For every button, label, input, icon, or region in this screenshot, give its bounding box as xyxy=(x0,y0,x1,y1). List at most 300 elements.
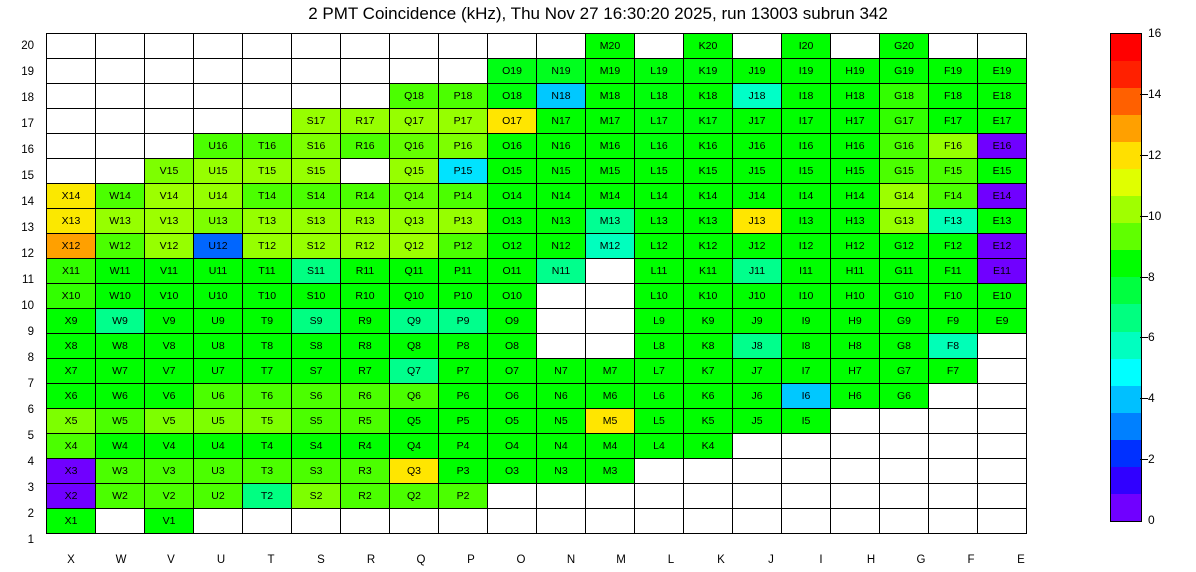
heatmap-cell: G16 xyxy=(880,134,929,159)
heatmap-cell: U12 xyxy=(194,234,243,259)
heatmap-cell-empty xyxy=(341,159,390,184)
heatmap-cell: U6 xyxy=(194,384,243,409)
heatmap-cell: K10 xyxy=(684,284,733,309)
heatmap-cell: I18 xyxy=(782,84,831,109)
x-tick-label: R xyxy=(366,554,376,566)
heatmap-cell: O9 xyxy=(488,309,537,334)
heatmap-cell: P17 xyxy=(439,109,488,134)
heatmap-cell: O14 xyxy=(488,184,537,209)
heatmap-cell: X13 xyxy=(47,209,96,234)
heatmap-cell-empty xyxy=(341,84,390,109)
heatmap-cell: U13 xyxy=(194,209,243,234)
heatmap-cell-empty xyxy=(929,34,978,59)
heatmap-cell: L6 xyxy=(635,384,684,409)
colorbar-tick-label: 0 xyxy=(1148,513,1155,527)
heatmap-cell-empty xyxy=(243,34,292,59)
colorbar-segment xyxy=(1111,359,1141,386)
heatmap-cell: K16 xyxy=(684,134,733,159)
heatmap-cell: M14 xyxy=(586,184,635,209)
colorbar-segment xyxy=(1111,88,1141,115)
heatmap-cell: R16 xyxy=(341,134,390,159)
heatmap-cell: O3 xyxy=(488,459,537,484)
heatmap-cell: H10 xyxy=(831,284,880,309)
heatmap-cell-empty xyxy=(390,509,439,534)
heatmap-cell-empty xyxy=(292,34,341,59)
heatmap-cell: Q6 xyxy=(390,384,439,409)
table-row xyxy=(47,234,1027,259)
heatmap-cell: I8 xyxy=(782,334,831,359)
heatmap-cell: N6 xyxy=(537,384,586,409)
x-tick-label: Q xyxy=(416,554,426,566)
x-tick-label: F xyxy=(967,554,975,566)
heatmap-cell-empty xyxy=(488,509,537,534)
heatmap-cell: K7 xyxy=(684,359,733,384)
heatmap-cell: Q8 xyxy=(390,334,439,359)
heatmap-cell-empty xyxy=(978,484,1027,509)
heatmap-cell: P6 xyxy=(439,384,488,409)
heatmap-cell-empty xyxy=(733,509,782,534)
heatmap-cell-empty xyxy=(586,309,635,334)
heatmap-cell-empty xyxy=(978,384,1027,409)
heatmap-cell-empty xyxy=(96,34,145,59)
heatmap-cell: V5 xyxy=(145,409,194,434)
heatmap-cell: X3 xyxy=(47,459,96,484)
heatmap-cell: T5 xyxy=(243,409,292,434)
table-row xyxy=(47,34,1027,59)
y-tick-label: 11 xyxy=(22,274,34,286)
heatmap-cell: U16 xyxy=(194,134,243,159)
heatmap-cell: G12 xyxy=(880,234,929,259)
heatmap-cell-empty xyxy=(978,459,1027,484)
heatmap-cell: E17 xyxy=(978,109,1027,134)
heatmap-cell: F11 xyxy=(929,259,978,284)
heatmap-cell: X11 xyxy=(47,259,96,284)
heatmap-cell: K5 xyxy=(684,409,733,434)
heatmap-cell: N18 xyxy=(537,84,586,109)
heatmap-cell: Q13 xyxy=(390,209,439,234)
heatmap-cell: N12 xyxy=(537,234,586,259)
heatmap-cell: I9 xyxy=(782,309,831,334)
heatmap-cell: M4 xyxy=(586,434,635,459)
heatmap-cell: N3 xyxy=(537,459,586,484)
heatmap-cell-empty xyxy=(684,484,733,509)
colorbar xyxy=(1110,33,1142,522)
heatmap-cell-empty xyxy=(243,84,292,109)
heatmap-cell: X2 xyxy=(47,484,96,509)
y-tick-label: 19 xyxy=(21,66,34,78)
heatmap-cell-empty xyxy=(96,134,145,159)
colorbar-tick-label: 2 xyxy=(1148,452,1155,467)
heatmap-cell: R6 xyxy=(341,384,390,409)
heatmap-cell: L7 xyxy=(635,359,684,384)
y-tick-label: 5 xyxy=(27,430,34,442)
heatmap-cell: J15 xyxy=(733,159,782,184)
heatmap-cell: R4 xyxy=(341,434,390,459)
colorbar-tick-mark xyxy=(1140,94,1148,95)
x-tick-label: W xyxy=(115,554,127,566)
heatmap-cell: K19 xyxy=(684,59,733,84)
heatmap-cell-empty xyxy=(880,459,929,484)
table-row xyxy=(47,434,1027,459)
heatmap-cell-empty xyxy=(537,34,586,59)
heatmap-cell-empty xyxy=(929,384,978,409)
heatmap-cell: U7 xyxy=(194,359,243,384)
heatmap-cell: V7 xyxy=(145,359,194,384)
colorbar-tick-mark xyxy=(1140,155,1148,156)
heatmap-cell: O17 xyxy=(488,109,537,134)
heatmap-cell: P2 xyxy=(439,484,488,509)
heatmap-cell-empty xyxy=(292,59,341,84)
colorbar-tick-mark xyxy=(1140,216,1148,217)
heatmap-cell-empty xyxy=(96,59,145,84)
table-row xyxy=(47,209,1027,234)
heatmap-cell: U9 xyxy=(194,309,243,334)
heatmap-cell: W8 xyxy=(96,334,145,359)
heatmap-cell: S7 xyxy=(292,359,341,384)
heatmap-cell: J18 xyxy=(733,84,782,109)
heatmap-cell: J10 xyxy=(733,284,782,309)
colorbar-segment xyxy=(1111,250,1141,277)
heatmap-cell-empty xyxy=(978,359,1027,384)
y-tick-label: 14 xyxy=(21,196,34,208)
heatmap-cell-empty xyxy=(782,509,831,534)
heatmap-cell: E19 xyxy=(978,59,1027,84)
colorbar-segment xyxy=(1111,467,1141,494)
colorbar-segment xyxy=(1111,61,1141,88)
heatmap-cell-empty xyxy=(488,484,537,509)
heatmap-cell: W13 xyxy=(96,209,145,234)
heatmap-cell: X7 xyxy=(47,359,96,384)
heatmap-cell: O18 xyxy=(488,84,537,109)
heatmap-cell: P4 xyxy=(439,434,488,459)
heatmap-cell: W5 xyxy=(96,409,145,434)
heatmap-cell-empty xyxy=(194,109,243,134)
heatmap-cell: U2 xyxy=(194,484,243,509)
heatmap-cell: U14 xyxy=(194,184,243,209)
heatmap-cell: U5 xyxy=(194,409,243,434)
page-title: 2 PMT Coincidence (kHz), Thu Nov 27 16:30:20 2025, run 13003 subrun 342 xyxy=(308,4,888,23)
heatmap-cell: O10 xyxy=(488,284,537,309)
heatmap-cell: K20 xyxy=(684,34,733,59)
heatmap-cell: T7 xyxy=(243,359,292,384)
heatmap-cell: S14 xyxy=(292,184,341,209)
heatmap-cell: O7 xyxy=(488,359,537,384)
heatmap-cell: P3 xyxy=(439,459,488,484)
y-tick-label: 3 xyxy=(27,482,34,494)
heatmap-cell: F13 xyxy=(929,209,978,234)
heatmap-cell: N15 xyxy=(537,159,586,184)
heatmap-cell: G13 xyxy=(880,209,929,234)
heatmap-cell: L5 xyxy=(635,409,684,434)
heatmap-cell: K9 xyxy=(684,309,733,334)
heatmap-cell: I20 xyxy=(782,34,831,59)
heatmap-cell: S2 xyxy=(292,484,341,509)
heatmap-cell-empty xyxy=(978,409,1027,434)
heatmap-cell: V13 xyxy=(145,209,194,234)
colorbar-tick-mark xyxy=(1140,398,1148,399)
heatmap-cell: J16 xyxy=(733,134,782,159)
heatmap-cell-empty xyxy=(537,309,586,334)
heatmap-cell: T9 xyxy=(243,309,292,334)
heatmap-cell: J17 xyxy=(733,109,782,134)
heatmap-cell: S13 xyxy=(292,209,341,234)
colorbar-tick-label: 8 xyxy=(1148,269,1155,284)
heatmap-grid xyxy=(46,33,1027,534)
heatmap-cell: S8 xyxy=(292,334,341,359)
y-tick-label: 1 xyxy=(27,534,34,546)
heatmap-cell: P7 xyxy=(439,359,488,384)
heatmap-cell-empty xyxy=(145,59,194,84)
y-tick-label: 16 xyxy=(21,144,34,156)
heatmap-cell: F14 xyxy=(929,184,978,209)
heatmap-cell: J9 xyxy=(733,309,782,334)
heatmap-cell: U3 xyxy=(194,459,243,484)
heatmap-cell-empty xyxy=(929,509,978,534)
heatmap-cell: E9 xyxy=(978,309,1027,334)
heatmap-cell: X4 xyxy=(47,434,96,459)
heatmap-cell-empty xyxy=(390,34,439,59)
heatmap-cell: O16 xyxy=(488,134,537,159)
y-tick-label: 12 xyxy=(21,248,34,260)
heatmap-cell: M15 xyxy=(586,159,635,184)
heatmap-cell: R5 xyxy=(341,409,390,434)
x-tick-label: O xyxy=(516,554,526,566)
x-tick-label: E xyxy=(1017,554,1025,566)
table-row xyxy=(47,359,1027,384)
heatmap-cell: H15 xyxy=(831,159,880,184)
heatmap-cell: V11 xyxy=(145,259,194,284)
heatmap-cell: L16 xyxy=(635,134,684,159)
heatmap-cell: Q12 xyxy=(390,234,439,259)
heatmap-cell: V10 xyxy=(145,284,194,309)
table-row xyxy=(47,134,1027,159)
colorbar-ticks xyxy=(1140,26,1190,527)
heatmap-cell: E11 xyxy=(978,259,1027,284)
heatmap-cell: T2 xyxy=(243,484,292,509)
heatmap-cell: N13 xyxy=(537,209,586,234)
heatmap-cell: J6 xyxy=(733,384,782,409)
heatmap-cell: Q10 xyxy=(390,284,439,309)
heatmap-cell-empty xyxy=(243,509,292,534)
heatmap-cell: M6 xyxy=(586,384,635,409)
heatmap-cell: U10 xyxy=(194,284,243,309)
table-row xyxy=(47,309,1027,334)
heatmap-cell: X1 xyxy=(47,509,96,534)
heatmap-cell: L12 xyxy=(635,234,684,259)
heatmap-cell-empty xyxy=(243,109,292,134)
x-tick-label: V xyxy=(167,554,175,566)
heatmap-cell: S12 xyxy=(292,234,341,259)
heatmap-cell: I6 xyxy=(782,384,831,409)
heatmap-cell: V15 xyxy=(145,159,194,184)
heatmap-cell: W12 xyxy=(96,234,145,259)
heatmap-cell-empty xyxy=(341,509,390,534)
heatmap-cell: M16 xyxy=(586,134,635,159)
heatmap-cell: F8 xyxy=(929,334,978,359)
heatmap-cell: R8 xyxy=(341,334,390,359)
heatmap-cell-empty xyxy=(243,59,292,84)
heatmap-cell: T11 xyxy=(243,259,292,284)
heatmap-cell-empty xyxy=(586,334,635,359)
heatmap-cell: O11 xyxy=(488,259,537,284)
heatmap-cell: J5 xyxy=(733,409,782,434)
table-row xyxy=(47,459,1027,484)
heatmap-cell: W10 xyxy=(96,284,145,309)
heatmap-cell: M13 xyxy=(586,209,635,234)
heatmap-cell: E14 xyxy=(978,184,1027,209)
colorbar-segment xyxy=(1111,277,1141,304)
heatmap-cell: W7 xyxy=(96,359,145,384)
heatmap-cell-empty xyxy=(96,84,145,109)
heatmap-cell: O15 xyxy=(488,159,537,184)
heatmap-cell: G10 xyxy=(880,284,929,309)
heatmap-cell-empty xyxy=(145,84,194,109)
heatmap-cell: E16 xyxy=(978,134,1027,159)
heatmap-cell: Q11 xyxy=(390,259,439,284)
colorbar-tick-label: 16 xyxy=(1148,26,1162,40)
heatmap-cell: K13 xyxy=(684,209,733,234)
x-tick-label: P xyxy=(467,554,475,566)
heatmap-cell: G18 xyxy=(880,84,929,109)
heatmap-cell-empty xyxy=(635,459,684,484)
y-tick-label: 18 xyxy=(21,92,34,104)
heatmap-cell: Q14 xyxy=(390,184,439,209)
heatmap-cell: F16 xyxy=(929,134,978,159)
heatmap-cell: Q15 xyxy=(390,159,439,184)
heatmap-cell: T15 xyxy=(243,159,292,184)
heatmap-cell: M7 xyxy=(586,359,635,384)
heatmap-cell: I10 xyxy=(782,284,831,309)
heatmap-cell: H18 xyxy=(831,84,880,109)
heatmap-cell-empty xyxy=(831,409,880,434)
heatmap-cell-empty xyxy=(978,334,1027,359)
x-tick-label: I xyxy=(819,554,823,566)
heatmap-cell: T12 xyxy=(243,234,292,259)
heatmap-cell: E12 xyxy=(978,234,1027,259)
heatmap-cell: F9 xyxy=(929,309,978,334)
heatmap-cell: I15 xyxy=(782,159,831,184)
heatmap-cell-empty xyxy=(194,509,243,534)
heatmap-cell: F17 xyxy=(929,109,978,134)
heatmap-cell: P10 xyxy=(439,284,488,309)
heatmap-cell: K14 xyxy=(684,184,733,209)
heatmap-cell: V2 xyxy=(145,484,194,509)
heatmap-cell: K17 xyxy=(684,109,733,134)
colorbar-segment xyxy=(1111,440,1141,467)
heatmap-cell-empty xyxy=(439,509,488,534)
heatmap-cell: F12 xyxy=(929,234,978,259)
heatmap-cell: R11 xyxy=(341,259,390,284)
heatmap-cell: H6 xyxy=(831,384,880,409)
table-row xyxy=(47,484,1027,509)
y-tick-label: 7 xyxy=(27,378,34,390)
colorbar-tick-label: 10 xyxy=(1148,208,1162,223)
heatmap-cell: P8 xyxy=(439,334,488,359)
heatmap-cell: N14 xyxy=(537,184,586,209)
heatmap-cell: J13 xyxy=(733,209,782,234)
heatmap-cell-empty xyxy=(96,159,145,184)
colorbar-tick-label: 6 xyxy=(1148,330,1155,345)
heatmap-cell: E18 xyxy=(978,84,1027,109)
heatmap-cell-empty xyxy=(929,484,978,509)
heatmap-cell: R3 xyxy=(341,459,390,484)
y-tick-label: 10 xyxy=(21,300,34,312)
heatmap-cell: S17 xyxy=(292,109,341,134)
heatmap-cell: H19 xyxy=(831,59,880,84)
heatmap-cell: J8 xyxy=(733,334,782,359)
x-tick-label: G xyxy=(916,554,926,566)
heatmap-cell: N4 xyxy=(537,434,586,459)
colorbar-segment xyxy=(1111,34,1141,61)
colorbar-tick-label: 14 xyxy=(1148,86,1162,101)
heatmap-cell: W4 xyxy=(96,434,145,459)
colorbar-segment xyxy=(1111,115,1141,142)
heatmap-cell: P12 xyxy=(439,234,488,259)
heatmap-cell: F19 xyxy=(929,59,978,84)
heatmap-cell-empty xyxy=(831,34,880,59)
heatmap-cell: R2 xyxy=(341,484,390,509)
heatmap-cell: R12 xyxy=(341,234,390,259)
heatmap-cell: G17 xyxy=(880,109,929,134)
heatmap-cell: E10 xyxy=(978,284,1027,309)
heatmap-cell: L17 xyxy=(635,109,684,134)
heatmap-cell: N19 xyxy=(537,59,586,84)
y-tick-label: 17 xyxy=(21,118,34,130)
y-tick-label: 4 xyxy=(27,456,34,468)
heatmap-cell: M17 xyxy=(586,109,635,134)
heatmap-cell: M12 xyxy=(586,234,635,259)
heatmap-cell: L10 xyxy=(635,284,684,309)
heatmap-cell: K6 xyxy=(684,384,733,409)
heatmap-cell: F18 xyxy=(929,84,978,109)
heatmap-cell: P13 xyxy=(439,209,488,234)
heatmap-cell: G9 xyxy=(880,309,929,334)
colorbar-segment xyxy=(1111,332,1141,359)
heatmap-cell: E15 xyxy=(978,159,1027,184)
heatmap-cell-empty xyxy=(782,484,831,509)
heatmap-cell: I14 xyxy=(782,184,831,209)
heatmap-cell: R17 xyxy=(341,109,390,134)
heatmap-cell: M18 xyxy=(586,84,635,109)
heatmap-cell: H13 xyxy=(831,209,880,234)
heatmap-cell: V9 xyxy=(145,309,194,334)
heatmap-cell: G20 xyxy=(880,34,929,59)
x-tick-label: L xyxy=(667,554,675,566)
heatmap-cell: H17 xyxy=(831,109,880,134)
heatmap-cell-empty xyxy=(978,509,1027,534)
heatmap-cell-empty xyxy=(733,459,782,484)
heatmap-cell: Q17 xyxy=(390,109,439,134)
heatmap-cell-empty xyxy=(537,334,586,359)
heatmap-cell: T4 xyxy=(243,434,292,459)
colorbar-segment xyxy=(1111,196,1141,223)
heatmap-cell: R14 xyxy=(341,184,390,209)
heatmap-cell: M3 xyxy=(586,459,635,484)
heatmap-cell: K18 xyxy=(684,84,733,109)
heatmap-cell-empty xyxy=(341,59,390,84)
table-row xyxy=(47,284,1027,309)
heatmap-cell: J11 xyxy=(733,259,782,284)
heatmap-cell: W6 xyxy=(96,384,145,409)
heatmap-cell: Q18 xyxy=(390,84,439,109)
heatmap-cell-empty xyxy=(292,84,341,109)
heatmap-cell-empty xyxy=(880,509,929,534)
heatmap-cell-empty xyxy=(96,509,145,534)
heatmap-cell: H8 xyxy=(831,334,880,359)
heatmap-cell: H14 xyxy=(831,184,880,209)
heatmap-cell: L14 xyxy=(635,184,684,209)
heatmap-cell: H9 xyxy=(831,309,880,334)
